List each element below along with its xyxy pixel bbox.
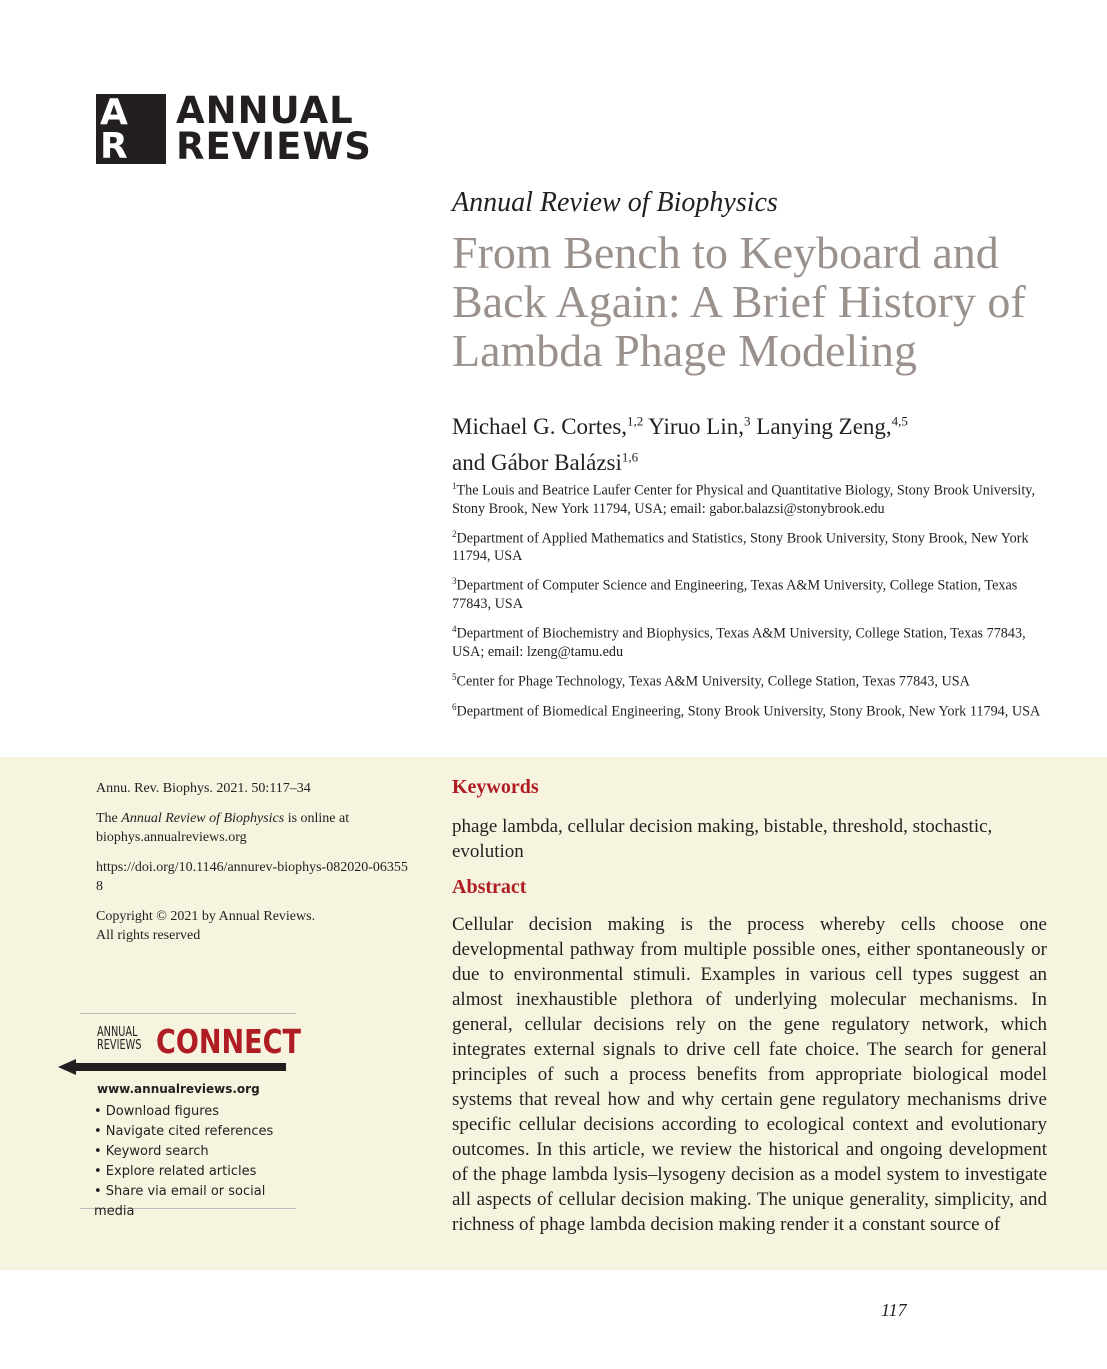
abstract-text: Cellular decision making is the process whereby cells choose one developmental pathway from multiple possible ones, either spontaneously or due to environmental stimuli. Examples in various cell types suggest an almost inexhaustible plethora of underlying molecular mechanisms. In general, cellular decisions rely on the gene regulatory network, which integrates external signals to drive cell fate choice. The search for general principles of such a process benefits from appropriate biological model systems that reveal how and why certain gene regulatory mechanisms drive specific cellular decisions according to ecological context and evolutionary outcomes. In this article, we review the historical and ongoing development of the phage lambda lysis–lysogeny decision as a model system to investigate all aspects of cellular decision making. The unique generality, simplicity, and richness of phage lambda decision making render it a constant source of: [452, 914, 1047, 1235]
connect-title: CONNECT: [156, 1022, 301, 1061]
arrow-left-icon: [58, 1059, 286, 1075]
doi-link[interactable]: https://doi.org/10.1146/annurev-biophys-082020-063558: [96, 860, 408, 894]
connect-small-text: ANNUAL REVIEWS: [97, 1025, 142, 1053]
page-number: 117: [881, 1300, 907, 1320]
annual-reviews-logo: [96, 89, 372, 168]
list-item: • Download figures: [94, 1104, 220, 1119]
article-title: From Bench to Keyboard and Back Again: A Brief History of Lambda Phage Modeling: [452, 227, 1026, 376]
connect-url[interactable]: www.annualreviews.org: [97, 1082, 260, 1096]
affiliation: $^6$Department of Biomedical Engineering, Stony Brook University, Stony Brook, New York 11794, USA: [452, 701, 1041, 720]
author: and Gábor Balázsi$^{1,6}$: [452, 449, 639, 476]
affiliation: $^1$The Louis and Beatrice Laufer Center for Physical and Quantitative Biology, Stony Brook University, Stony Brook, New York 11794, USA; email: gabor.balazsi@stonybrook.edu: [452, 481, 1036, 517]
list-item: • Navigate cited references: [94, 1124, 274, 1139]
list-item: • Explore related articles: [94, 1164, 257, 1179]
author-list: [452, 405, 1047, 478]
journal-name: Annual Review of Biophysics: [452, 187, 778, 218]
connect-feature-list: [94, 1102, 296, 1222]
list-item: • Share via email or social media: [94, 1184, 266, 1219]
citation: Annu. Rev. Biophys. 2021. 50:117–34: [96, 781, 311, 796]
copyright: Copyright © 2021 by Annual Reviews. All rights reserved: [96, 909, 316, 943]
logo-wordmark: ANNUAL REVIEWS: [176, 89, 372, 168]
author: Yiruo Lin,$^3$: [648, 413, 751, 439]
abstract-heading: Abstract: [452, 876, 527, 898]
affiliations: [452, 477, 1047, 727]
affiliation: $^3$Department of Computer Science and Engineering, Texas A&M University, College Station, Texas 77843, USA: [452, 576, 1018, 613]
keywords: phage lambda, cellular decision making, bistable, threshold, stochastic, evolution: [452, 816, 993, 862]
online-note: The Annual Review of Biophysics is online at biophys.annualreviews.org: [96, 811, 350, 845]
citation-sidebar: [96, 779, 416, 956]
author: Michael G. Cortes,$^{1,2}$: [452, 413, 644, 439]
affiliation: $^2$Department of Applied Mathematics and Statistics, Stony Brook University, Stony Brook, New York 11794, USA: [452, 528, 1029, 565]
list-item: • Keyword search: [94, 1144, 209, 1159]
affiliation: $^5$Center for Phage Technology, Texas A&M University, College Station, Texas 77843, USA: [452, 671, 970, 690]
keywords-heading: Keywords: [452, 776, 539, 798]
annual-reviews-connect-box: [80, 1013, 301, 1219]
ar-logo-mark: A R: [96, 94, 166, 164]
author: Lanying Zeng,$^{4,5}$: [756, 413, 908, 439]
affiliation: $^4$Department of Biochemistry and Biophysics, Texas A&M University, College Station, Texas 77843, USA; email: lzeng@tamu.edu: [452, 624, 1026, 660]
